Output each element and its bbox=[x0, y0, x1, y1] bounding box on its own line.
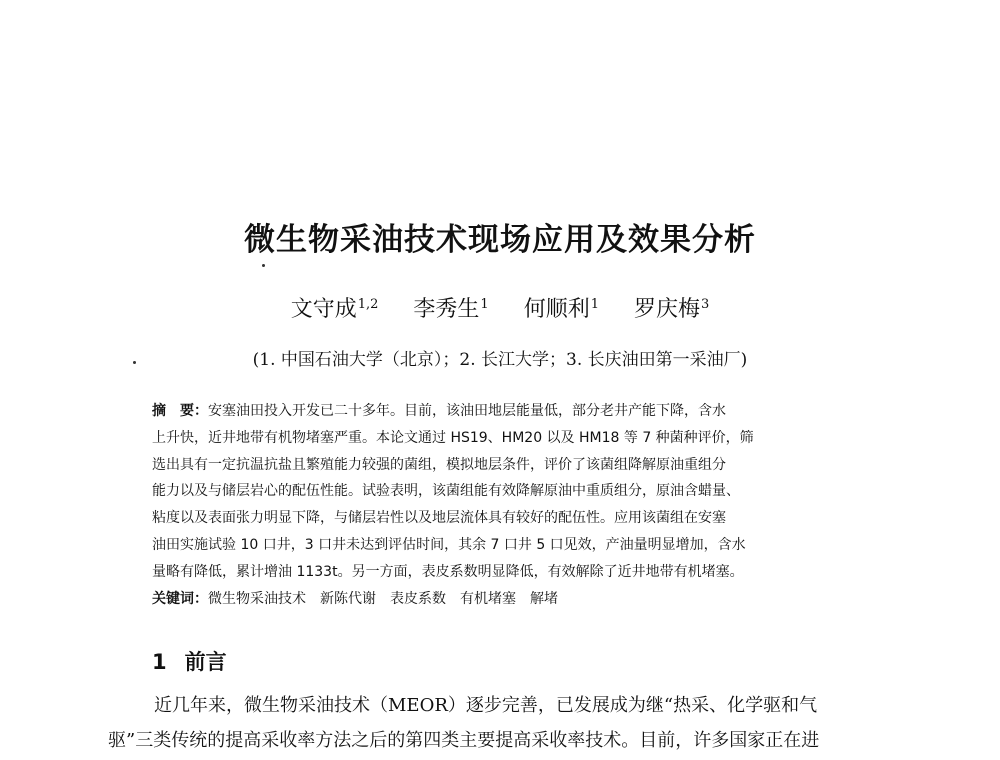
author-affiliation-mark: 3 bbox=[701, 297, 710, 312]
abstract-line: 选出具有一定抗温抗盐且繁殖能力较强的菌组，模拟地层条件，评价了该菌组降解原油重组分 bbox=[152, 456, 726, 473]
body-text bbox=[108, 688, 903, 758]
paper-title: 微生物采油技术现场应用及效果分析 bbox=[244, 222, 756, 258]
abstract-label: 摘 要： bbox=[152, 403, 208, 419]
body-line: 近几年来，微生物采油技术（MEOR）逐步完善，已发展成为继“热采、化学驱和气 bbox=[154, 695, 818, 716]
abstract-line: 油田实施试验 10 口井，3 口井未达到评估时间，其余 7 口井 5 口见效，产油量明显增加，含水 bbox=[152, 536, 746, 553]
author bbox=[634, 297, 709, 322]
abstract-line bbox=[152, 398, 856, 425]
body-line: 驱”三类传统的提高采收率方法之后的第四类主要提高采收率技术。目前，许多国家正在进 bbox=[108, 730, 820, 751]
author-list bbox=[0, 292, 1000, 323]
section-heading bbox=[152, 646, 227, 676]
author bbox=[524, 297, 599, 322]
abstract-line: 量略有降低，累计增油 1133t。另一方面，表皮系数明显降低，有效解除了近井地带有机堵塞。 bbox=[152, 563, 744, 580]
keywords-line bbox=[152, 586, 856, 613]
keywords-label: 关键词： bbox=[152, 590, 208, 607]
section-title: 前言 bbox=[184, 650, 227, 674]
abstract-line: 能力以及与储层岩心的配伍性能。试验表明，该菌组能有效降解原油中重质组分，原油含蜡量、 bbox=[152, 483, 740, 500]
author-name: 罗庆梅 bbox=[634, 297, 701, 322]
author bbox=[413, 297, 488, 322]
abstract-line: 粘度以及表面张力明显下降，与储层岩性以及地层流体具有较好的配伍性。应用该菌组在安塞 bbox=[152, 510, 726, 527]
author-affiliation-mark: 1,2 bbox=[357, 297, 379, 312]
keywords-text: 微生物采油技术 新陈代谢 表皮系数 有机堵塞 解堵 bbox=[208, 590, 558, 607]
author-name: 李秀生 bbox=[413, 297, 480, 322]
abstract bbox=[152, 398, 856, 612]
author bbox=[291, 297, 379, 322]
author-affiliation-mark: 1 bbox=[480, 297, 489, 312]
author-name: 文守成 bbox=[290, 297, 357, 322]
affiliations: (1. 中国石油大学（北京）；2. 长江大学；3. 长庆油田第一采油厂) bbox=[252, 350, 748, 370]
section-number: 1 bbox=[152, 650, 167, 674]
decorative-dot bbox=[262, 264, 265, 267]
author-affiliation-mark: 1 bbox=[590, 297, 599, 312]
abstract-text: 安塞油田投入开发已二十多年。目前，该油田地层能量低，部分老井产能下降，含水 bbox=[208, 403, 726, 419]
author-name: 何顺利 bbox=[523, 297, 590, 322]
abstract-line: 上升快，近井地带有机物堵塞严重。本论文通过 HS19、HM20 以及 HM18 等 7 种菌种评价，筛 bbox=[152, 429, 754, 446]
